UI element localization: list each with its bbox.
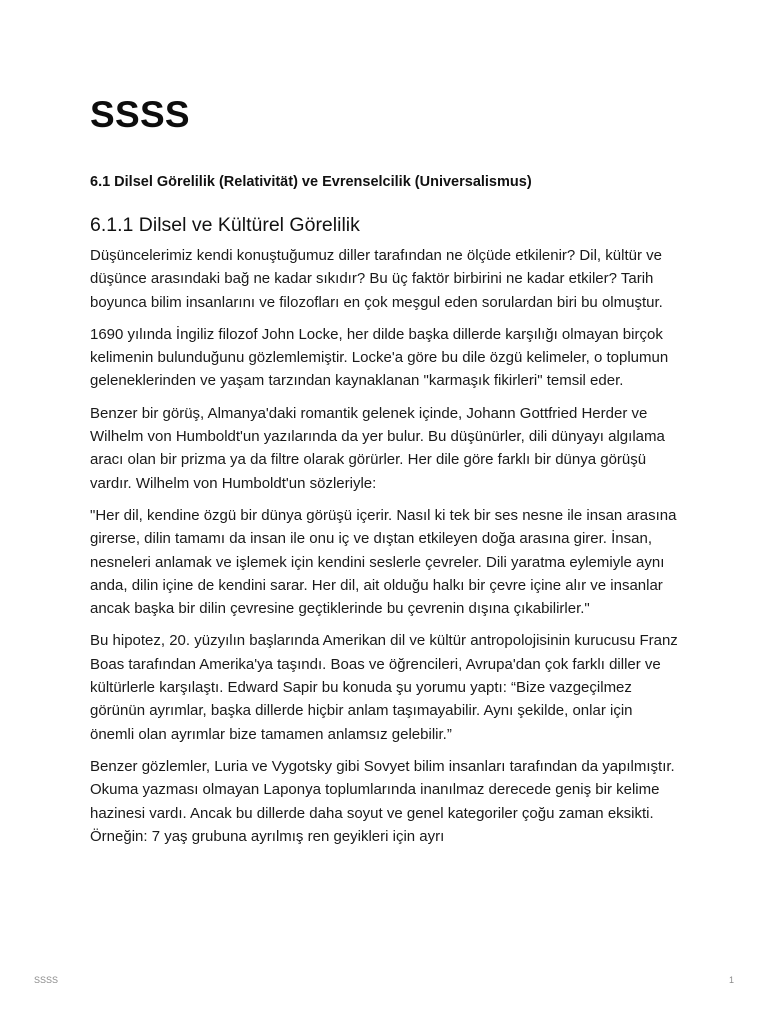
section-heading: 6.1 Dilsel Görelilik (Relativität) ve Evrenselcilik (Universalismus) — [90, 174, 532, 190]
footer-title: SSSS — [34, 975, 59, 985]
page-footer — [34, 975, 734, 989]
document-title: SSSS — [90, 94, 190, 135]
paragraph: Bu hipotez, 20. yüzyılın başlarında Amerikan dil ve kültür antropolojisinin kurucusu Franz Boas tarafından Amerika'ya taşındı. Boas ve öğrencileri, Avrupa'dan çok farklı diller ve kültürlerle karşılaştı. Edward Sapir bu konuda şu yorumu yaptı: “Bize vazgeçilmez görünün ayrımlar, başka dillerde hiçbir anlam taşımayabilir. Aynı şekilde, onlar için önemli olan ayrımlar bize tamamen anlamsız gelebilir.” — [90, 632, 678, 743]
subsection-heading: 6.1.1 Dilsel ve Kültürel Görelilik — [90, 214, 360, 236]
paragraph: 1690 yılında İngiliz filozof John Locke, her dilde başka dillerde karşılığı olmayan birçok kelimenin bulunduğunu gözlemlemiştir. Locke'a göre bu dile özgü kelimeler, o toplumun geleneklerinden ve yaşam tarzından kaynaklanan "karmaşık fikirleri" temsil eder. — [90, 325, 669, 390]
paragraph: Benzer gözlemler, Luria ve Vygotsky gibi Sovyet bilim insanları tarafından da yapılmıştır. Okuma yazması olmayan Laponya toplumlarında inanılmaz derecede geniş bir kelime hazinesi vardı. Ancak bu dillerde daha soyut ve genel kategoriler çoğu zaman eksikti. Örneğin: 7 yaş grubuna ayrılmış ren geyikleri için ayrı — [90, 757, 675, 845]
paragraph: Düşüncelerimiz kendi konuştuğumuz diller tarafından ne ölçüde etkilenir? Dil, kültür ve düşünce arasındaki bağ ne kadar sıkıdır? Bu üç faktör birbirini ne kadar etkiler? Tarih boyunca bilim insanlarını ve filozofları en çok meşgul eden sorulardan biri bu olmuştur. — [90, 247, 663, 311]
body-text — [90, 244, 680, 857]
paragraph: Benzer bir görüş, Almanya'daki romantik gelenek içinde, Johann Gottfried Herder ve Wilhelm von Humboldt'un yazılarında da yer bulur. Bu düşünürler, dili dünyayı algılama aracı olan bir prizma ya da filtre olarak görürler. Her dile göre farklı bir dünya görüşü vardır. Wilhelm von Humboldt'un sözleriyle: — [90, 404, 665, 492]
quote-paragraph: "Her dil, kendine özgü bir dünya görüşü içerir. Nasıl ki tek bir ses nesne ile insan arasına girerse, dilin tamamı da insan ile onu iç ve dıştan etkileyen doğa arasına girer. İnsan, nesneleri anlamak ve işlemek için kendini seslerle çevreler. Dili yaratma eylemiyle aynı anda, dilin içine de kendini sarar. Her dil, ait olduğu halkı bir çevre içine alır ve insanlar ancak başka bir dilin çevresine geçtiklerinde bu çevrenin dışına çıkabilirler." — [90, 506, 677, 618]
page-number: 1 — [728, 975, 734, 985]
